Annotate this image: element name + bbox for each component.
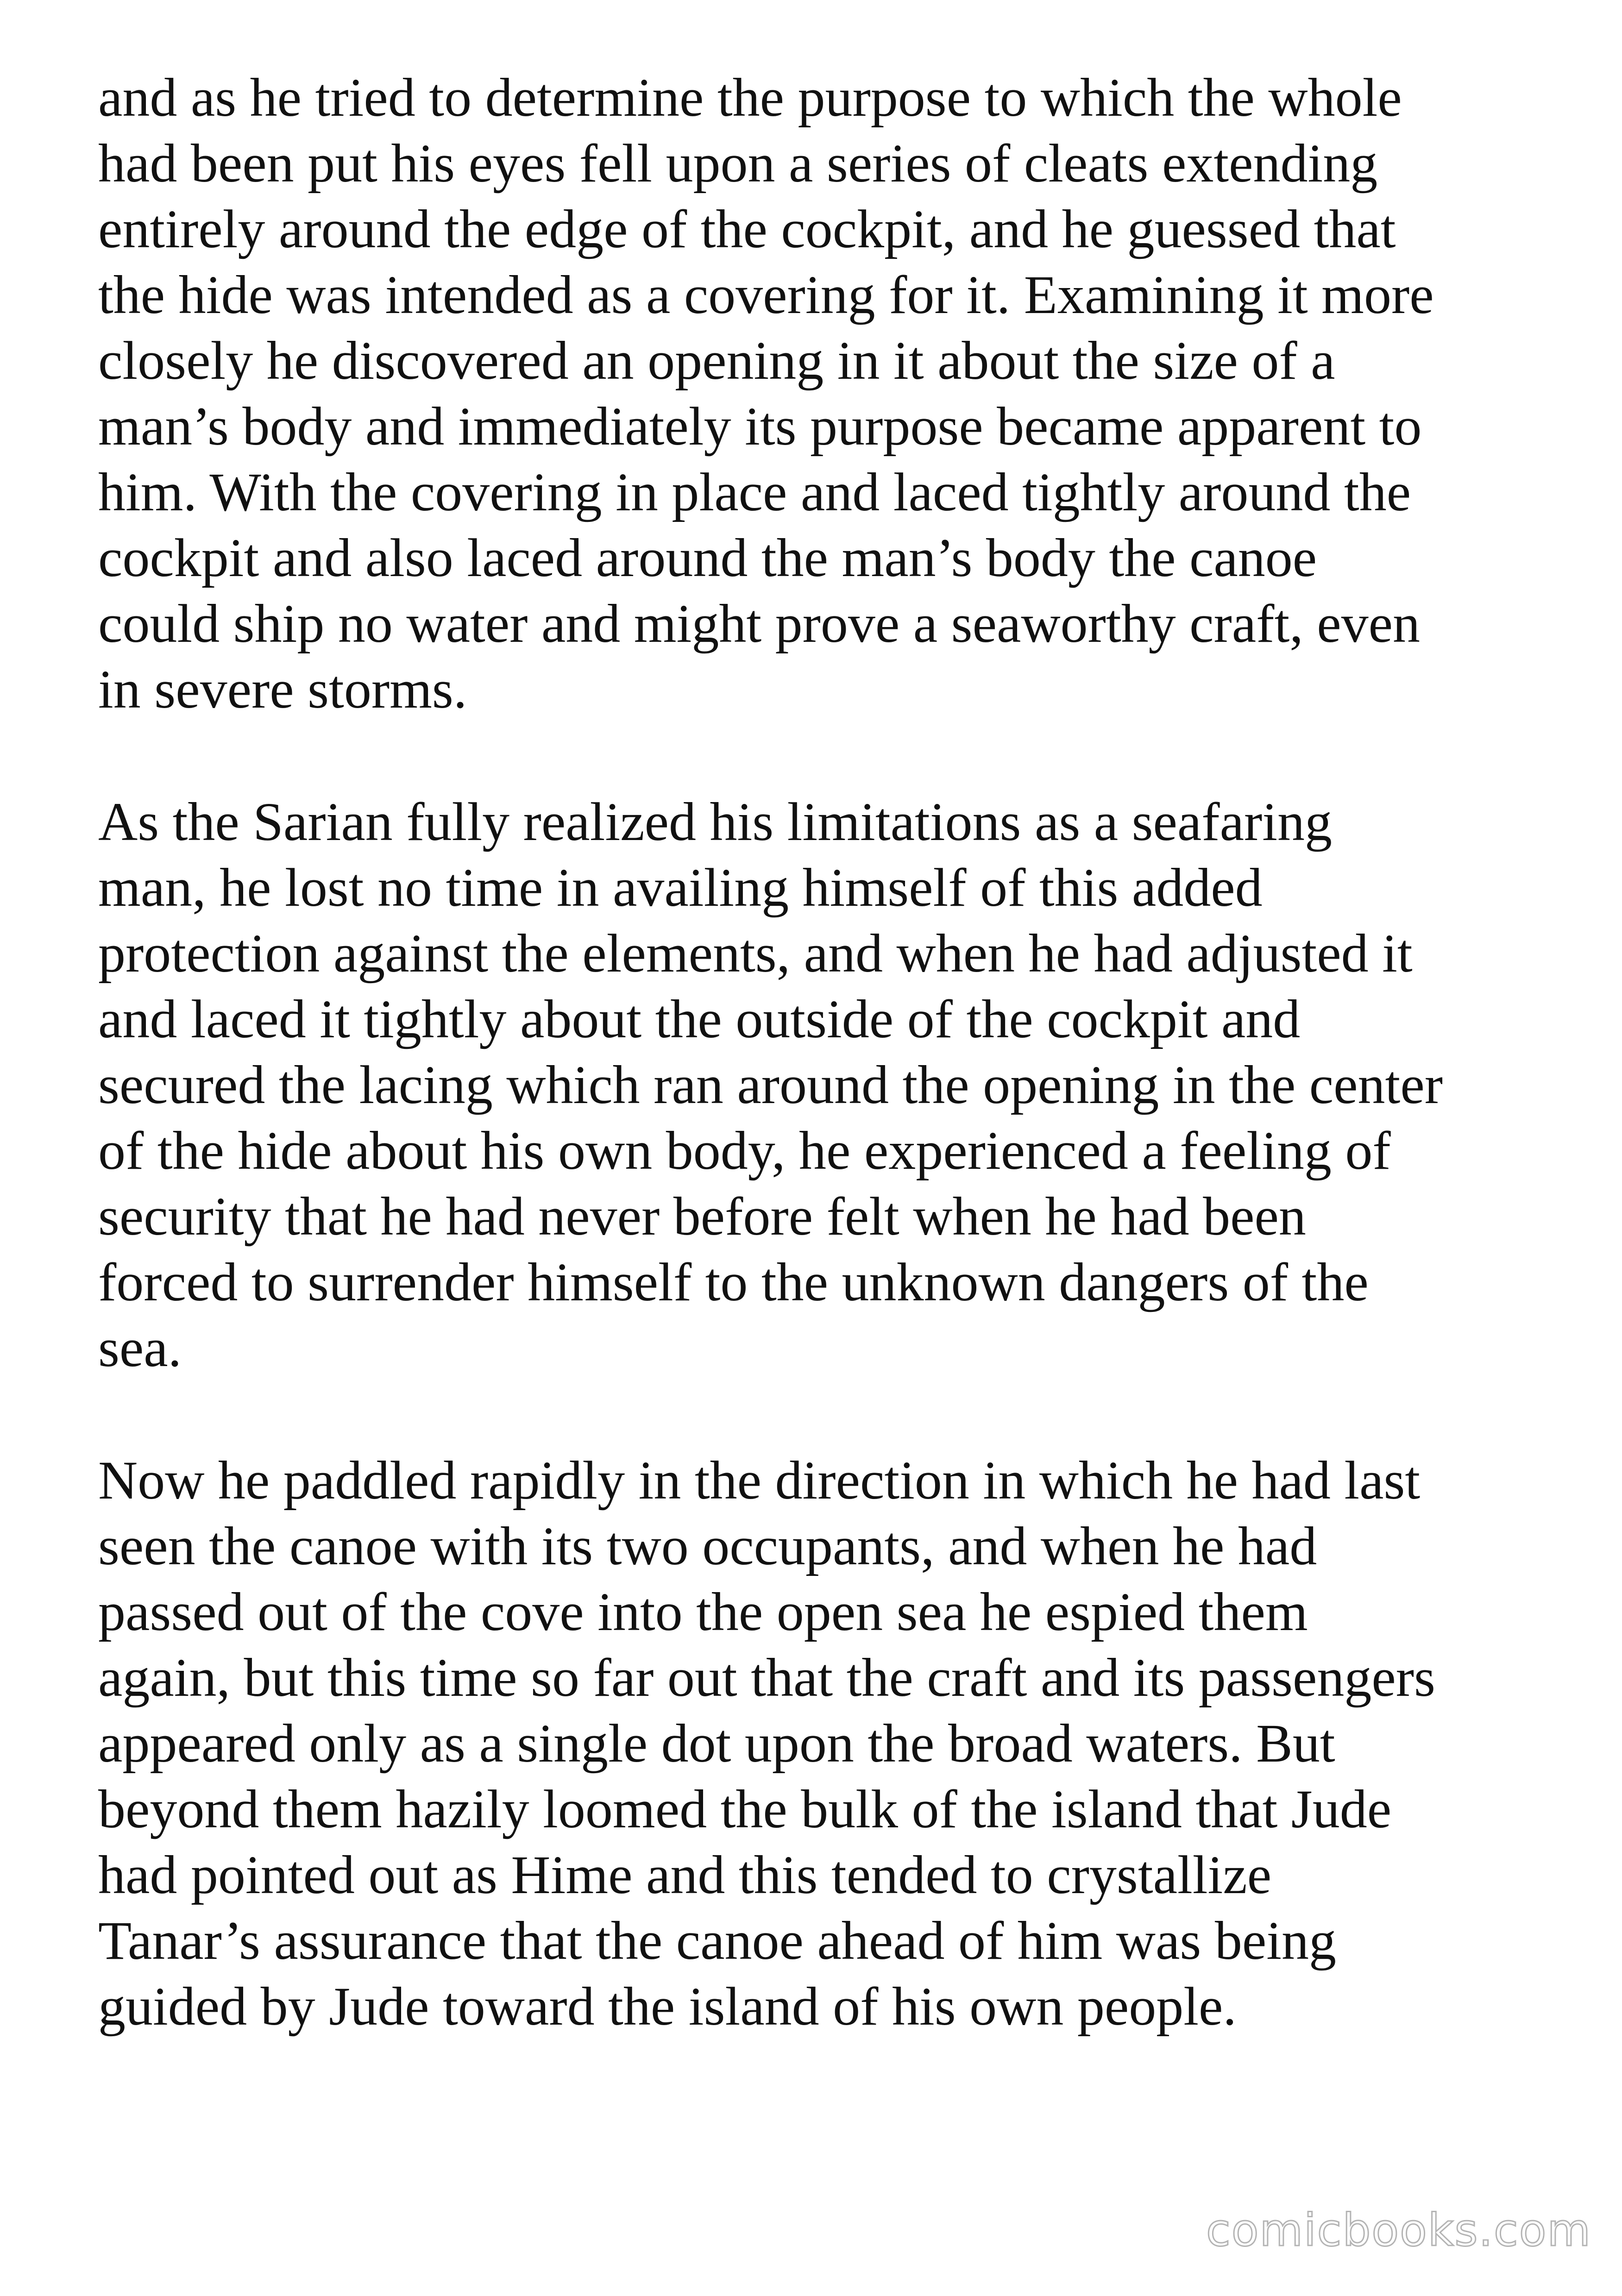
- text-line: him. With the covering in place and laced tightly around the: [98, 462, 1411, 522]
- text-line: man’s body and immediately its purpose became apparent to: [98, 396, 1422, 457]
- text-line: Now he paddled rapidly in the direction in which he had last: [98, 1450, 1421, 1511]
- text-line: and laced it tightly about the outside of the cockpit and: [98, 989, 1301, 1049]
- text-line: passed out of the cove into the open sea he espied them: [98, 1581, 1308, 1642]
- text-line: guided by Jude toward the island of his own people.: [98, 1976, 1237, 2037]
- text-line: forced to surrender himself to the unknown dangers of the: [98, 1252, 1369, 1312]
- text-line: entirely around the edge of the cockpit, and he guessed that: [98, 199, 1396, 259]
- page-text: [98, 65, 1562, 2106]
- text-line: secured the lacing which ran around the opening in the center: [98, 1054, 1443, 1115]
- text-line: closely he discovered an opening in it about the size of a: [98, 330, 1335, 391]
- text-line: beyond them hazily loomed the bulk of the island that Jude: [98, 1779, 1392, 1839]
- text-line: As the Sarian fully realized his limitations as a seafaring: [98, 791, 1333, 852]
- text-line: appeared only as a single dot upon the broad waters. But: [98, 1713, 1335, 1774]
- text-line: and as he tried to determine the purpose to which the whole: [98, 67, 1402, 128]
- paragraph-1: [98, 65, 1562, 722]
- text-line: again, but this time so far out that the craft and its passengers: [98, 1647, 1435, 1708]
- text-line: had pointed out as Hime and this tended to crystallize: [98, 1844, 1272, 1905]
- text-line: could ship no water and might prove a seaworthy craft, even: [98, 593, 1421, 654]
- text-line: security that he had never before felt when he had been: [98, 1186, 1306, 1247]
- text-line: sea.: [98, 1317, 182, 1378]
- text-line: of the hide about his own body, he experienced a feeling of: [98, 1120, 1391, 1181]
- text-line: Tanar’s assurance that the canoe ahead of him was being: [98, 1910, 1336, 1971]
- paragraph-2: [98, 789, 1562, 1381]
- text-line: protection against the elements, and when he had adjusted it: [98, 923, 1413, 984]
- text-line: seen the canoe with its two occupants, and when he had: [98, 1516, 1317, 1576]
- text-line: had been put his eyes fell upon a series of cleats extending: [98, 133, 1378, 194]
- paragraph-3: [98, 1448, 1562, 2039]
- text-line: man, he lost no time in availing himself of this added: [98, 857, 1263, 918]
- watermark-text: comicbooks.com: [1206, 2204, 1591, 2256]
- text-line: in severe storms.: [98, 659, 467, 720]
- text-line: cockpit and also laced around the man’s body the canoe: [98, 527, 1317, 588]
- text-line: the hide was intended as a covering for it. Examining it more: [98, 264, 1434, 325]
